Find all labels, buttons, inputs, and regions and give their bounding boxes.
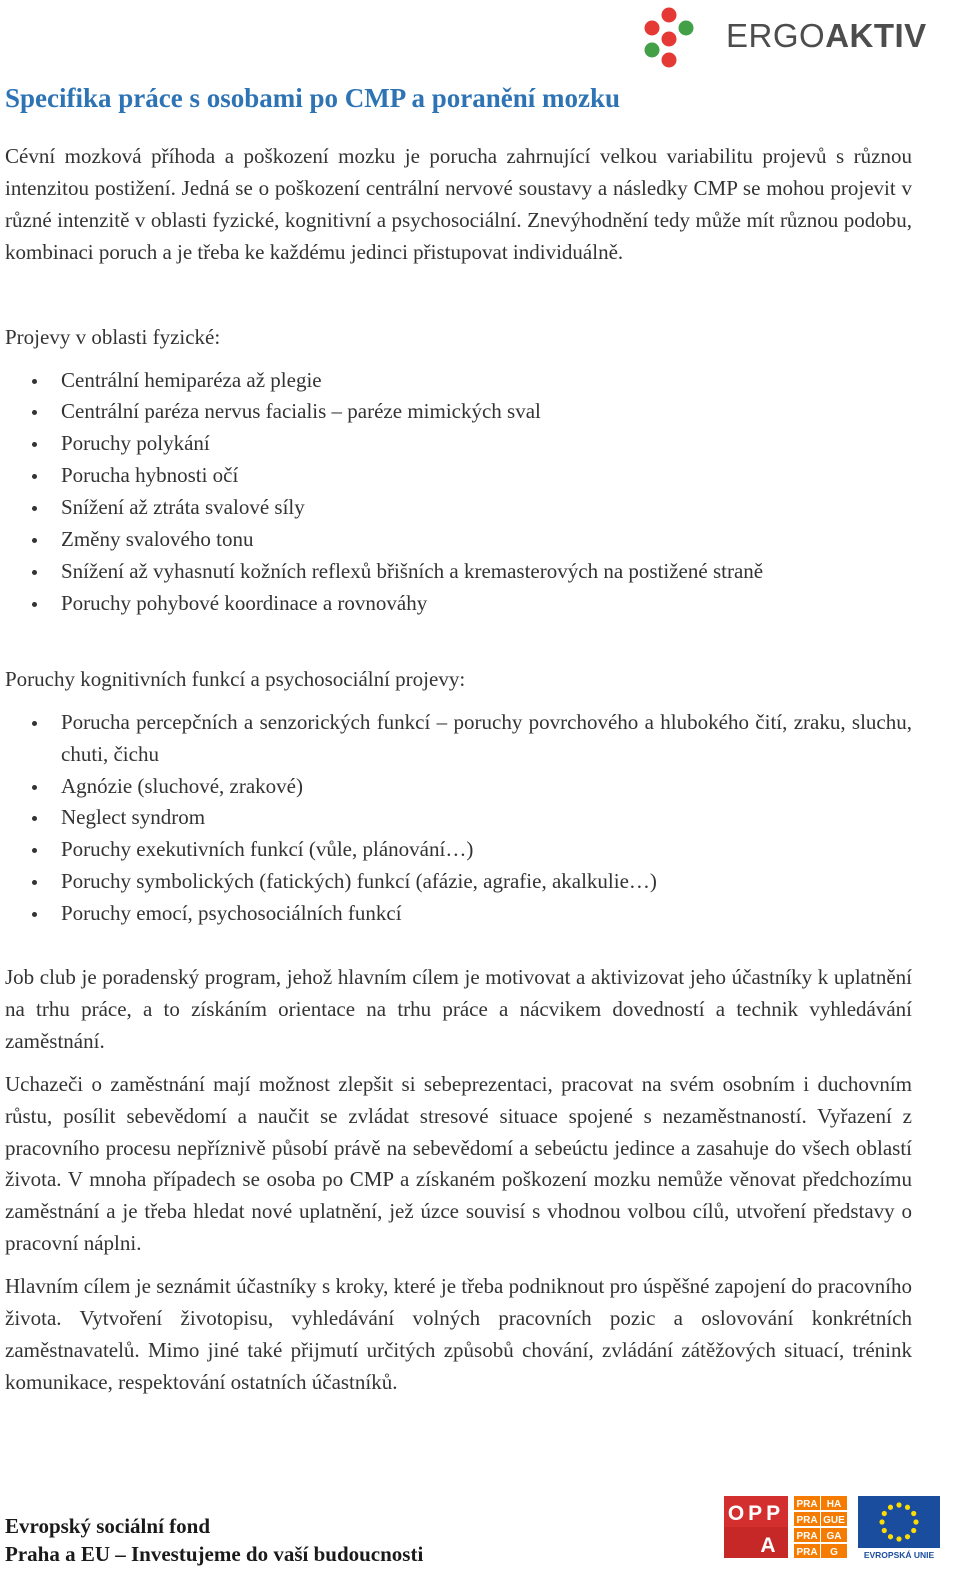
praha-cell: PRA: [796, 1499, 818, 1510]
eu-star-icon: [888, 1505, 893, 1510]
eu-star-icon: [913, 1519, 918, 1524]
list-item: Porucha hybnosti očí: [5, 460, 912, 492]
logo-wordmark: [726, 16, 927, 56]
eu-star-icon: [882, 1511, 887, 1516]
funding-logos: [724, 1494, 940, 1560]
eu-star-icon: [879, 1519, 884, 1524]
praha-cell: GUE: [823, 1515, 845, 1526]
eu-star-icon: [911, 1528, 916, 1533]
praha-cell: GA: [826, 1531, 842, 1542]
cognitive-list: [5, 707, 912, 930]
list-item: Poruchy exekutivních funkcí (vůle, plánování…): [5, 834, 912, 866]
praha-cell: PRA: [796, 1515, 818, 1526]
list-item: Poruchy pohybové koordinace a rovnováhy: [5, 588, 912, 620]
praha-cell: HA: [826, 1499, 842, 1510]
applicants-paragraph: Uchazeči o zaměstnání mají možnost zlepšit si sebeprezentaci, pracovat na svém osobním i duchovním růstu, posílit sebevědomí a naučit se zvládat stresové situace spojené s nezaměstnaností. Vyřazení z pracovního procesu nepříznivě působí právě na sebevědomí a sebeúctu jedince a zasahuje do všech oblastí života. V mnoha případech se osoba po CMP a získaném poškození mozku nemůže věnovat předchozímu zaměstnání a je třeba hledat nové uplatnění, jež úzce souvisí s vhodnou volbou cílů, utvoření představy o pracovní náplni.: [5, 1071, 912, 1256]
ergoaktiv-logo: [650, 6, 940, 70]
oppa-text-bottom: A: [760, 1534, 776, 1557]
list-item: Poruchy symbolických (fatických) funkcí (afázie, agrafie, akalkulie…): [5, 866, 912, 898]
footer-line-2: Praha a EU – Investujeme do vaší budoucnosti: [5, 1542, 424, 1566]
list-item: Změny svalového tonu: [5, 524, 912, 556]
eu-star-icon: [888, 1534, 893, 1539]
eu-flag-icon: [858, 1496, 940, 1560]
praha-cell: PRA: [796, 1531, 818, 1542]
eu-star-icon: [896, 1502, 901, 1507]
logo-dots-icon: [640, 6, 706, 68]
eu-star-icon: [882, 1528, 887, 1533]
document-body: [5, 141, 912, 1399]
physical-heading: Projevy v oblasti fyzické:: [5, 324, 221, 349]
list-item: Snížení až vyhasnutí kožních reflexů břišních a kremasterových na postižené straně: [5, 556, 912, 588]
page-title: Specifika práce s osobami po CMP a poranění mozku: [5, 83, 621, 113]
list-item: Poruchy emocí, psychosociálních funkcí: [5, 898, 912, 930]
jobclub-paragraph: Job club je poradenský program, jehož hlavním cílem je motivovat a aktivizovat jeho účastníky k uplatnění na trhu práce, a to získáním orientace na trhu práce a nácvikem dovedností a technik vyhledávání zaměstnání.: [5, 965, 912, 1053]
praha-logo: [794, 1496, 847, 1558]
list-item: Snížení až ztráta svalové síly: [5, 492, 912, 524]
footer-line-1: Evropský sociální fond: [5, 1514, 211, 1538]
physical-list: [5, 365, 912, 620]
list-item: Centrální hemiparéza až plegie: [5, 365, 912, 397]
cognitive-heading: Poruchy kognitivních funkcí a psychosociální projevy:: [5, 666, 466, 691]
list-item: Poruchy polykání: [5, 428, 912, 460]
eu-star-icon: [896, 1536, 901, 1541]
logo-text-bold: AKTIV: [825, 17, 927, 54]
funding-logos-graphic: [724, 1494, 940, 1560]
eu-star-icon: [905, 1534, 910, 1539]
oppa-logo: [724, 1496, 788, 1558]
eu-star-icon: [911, 1511, 916, 1516]
eu-label: EVROPSKÁ UNIE: [863, 1550, 935, 1560]
eu-star-icon: [905, 1505, 910, 1510]
list-item: Neglect syndrom: [5, 802, 912, 834]
list-item: Porucha percepčních a senzorických funkcí – poruchy povrchového a hlubokého čití, zraku, sluchu, chuti, čichu: [5, 707, 912, 771]
footer: [5, 1512, 423, 1568]
logo-text-light: ERGO: [726, 17, 826, 54]
praha-cell: PRA: [796, 1547, 818, 1558]
list-item: Centrální paréza nervus facialis – paréze mimických sval: [5, 396, 912, 428]
goal-paragraph: Hlavním cílem je seznámit účastníky s kroky, které je třeba podniknout pro úspěšné zapojení do pracovního života. Vytvoření životopisu, vyhledávání volných pracovních pozic a oslovování konkrétních zaměstnavatelů. Mimo jiné také přijmutí určitých způsobů chování, zvládání zátěžových situací, trénink komunikace, respektování ostatních účastníků.: [5, 1274, 912, 1394]
list-item: Agnózie (sluchové, zrakové): [5, 771, 912, 803]
intro-paragraph: Cévní mozková příhoda a poškození mozku je porucha zahrnující velkou variabilitu projevů s různou intenzitou postižení. Jedná se o poškození centrální nervové soustavy a následky CMP se mohou projevit v různé intenzitě v oblasti fyzické, kognitivní a psychosociální. Znevýhodnění tedy může mít různou podobu, kombinaci poruch a je třeba ke každému jedinci přistupovat individuálně.: [5, 144, 912, 264]
oppa-text-top: OPP: [727, 1502, 785, 1525]
praha-cell: G: [830, 1547, 838, 1558]
